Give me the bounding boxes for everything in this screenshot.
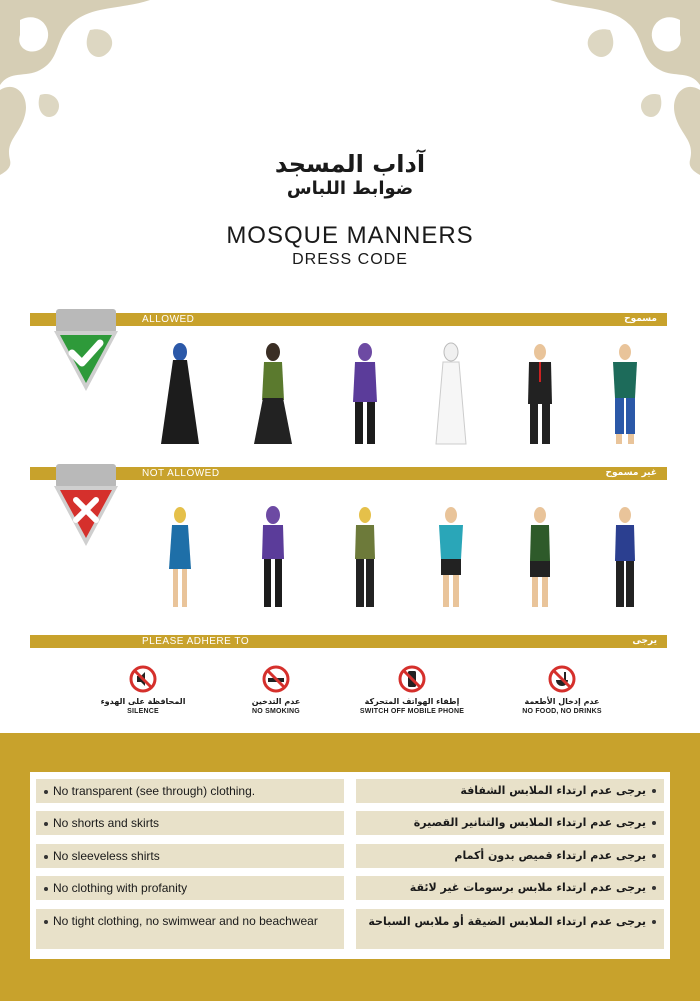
header: [0, 150, 700, 270]
no-phone-icon: [397, 664, 427, 694]
guideline-en-1: No transparent (see through) clothing.: [36, 779, 344, 803]
allowed-label-ar: مسموح: [624, 314, 657, 324]
figure-vest-shorts: [515, 503, 565, 611]
no-smoking-icon: [261, 664, 291, 694]
figure-tshirt-shorts: [426, 503, 476, 611]
guideline-en-5: No tight clothing, no swimwear and no beachwear: [36, 909, 344, 949]
rule-silence: المحافظة على الهدوء SILENCE: [78, 664, 208, 716]
not-allowed-band: [30, 467, 667, 480]
adhere-label: PLEASE ADHERE TO: [142, 636, 250, 647]
rule-switch-off-phone: إطفاء الهواتف المتحركة SWITCH OFF MOBILE PHONE: [347, 664, 477, 716]
not-allowed-label-ar: غير مسموح: [605, 468, 657, 478]
figure-suit: [515, 340, 565, 448]
figure-tshirt-jeans: [600, 340, 650, 448]
guideline-en-4: No clothing with profanity: [36, 876, 344, 900]
adhere-label-ar: يرجى: [632, 636, 657, 646]
rule-no-smoking: عدم التدخين NO SMOKING: [211, 664, 341, 716]
guideline-ar-1: يرجى عدم ارتداء الملابس الشفافة: [356, 779, 664, 803]
allowed-figures: [140, 340, 660, 450]
page-title: MOSQUE MANNERS: [226, 222, 474, 249]
ornament-top-right: [550, 0, 700, 175]
allowed-badge: [50, 305, 122, 395]
not-allowed-badge: [50, 460, 122, 550]
arabic-title: آداب المسجد: [274, 150, 426, 178]
guideline-en-3: No sleeveless shirts: [36, 844, 344, 868]
page-subtitle: DRESS CODE: [292, 251, 408, 268]
ornament-top-left: [0, 0, 150, 175]
figure-tight-clothes: [248, 503, 298, 611]
guideline-ar-2: يرجى عدم ارتداء الملابس والتنانير القصيرة: [356, 811, 664, 835]
figure-long-dress: [248, 340, 298, 448]
figure-sleeveless-top: [340, 503, 390, 611]
not-allowed-figures: [140, 503, 660, 613]
allowed-band: [30, 313, 667, 326]
guideline-ar-3: يرجى عدم ارتداء قميص بدون أكمام: [356, 844, 664, 868]
guideline-ar-4: يرجى عدم ارتداء ملابس برسومات غير لائقة: [356, 876, 664, 900]
no-noise-icon: [128, 664, 158, 694]
guideline-en-2: No shorts and skirts: [36, 811, 344, 835]
figure-kandura: [426, 340, 476, 448]
figure-sleeveless-blue: [600, 503, 650, 611]
rules-row: [0, 664, 700, 724]
allowed-label: ALLOWED: [142, 314, 195, 325]
figure-purple-top: [340, 340, 390, 448]
figure-abaya: [155, 340, 205, 448]
no-food-icon: [547, 664, 577, 694]
figure-short-dress: [155, 503, 205, 611]
guideline-ar-5: يرجى عدم ارتداء الملابس الضيقة أو ملابس السباحة: [356, 909, 664, 949]
arabic-subtitle: ضوابط اللباس: [286, 178, 414, 199]
not-allowed-label: NOT ALLOWED: [142, 468, 220, 479]
adhere-band: [30, 635, 667, 648]
rule-no-food: عدم إدخال الأطعمة NO FOOD, NO DRINKS: [497, 664, 627, 716]
